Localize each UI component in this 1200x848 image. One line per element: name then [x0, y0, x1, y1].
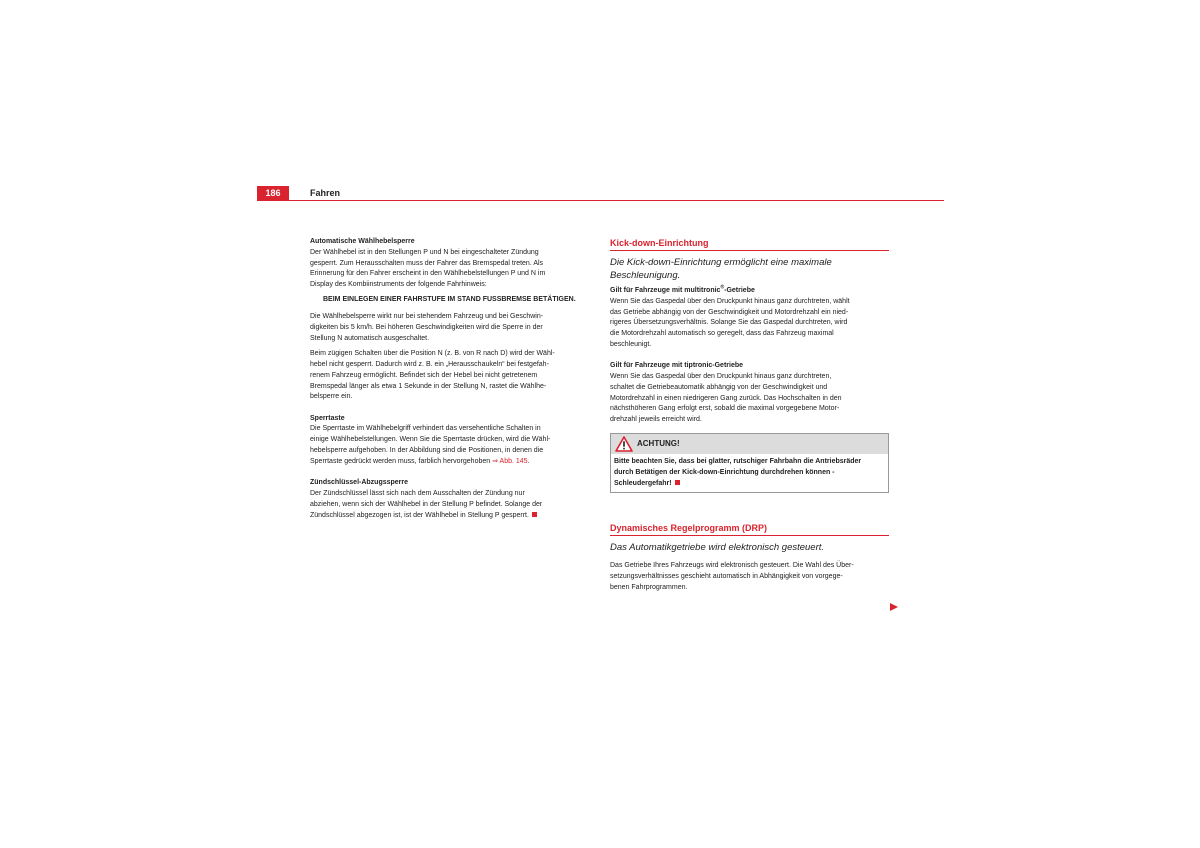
line: setzungsverhältnisses geschieht automatisch in Abhängigkeit von vorgege-	[610, 573, 843, 581]
line: abziehen, wenn sich der Wählhebel in der Stellung P befindet. Solange der	[310, 500, 543, 508]
header-rule	[257, 200, 944, 201]
warning-title: ACHTUNG!	[637, 438, 680, 448]
line: Die Wählhebelsperre wirkt nur bei stehendem Fahrzeug und bei Geschwin-	[310, 313, 544, 321]
line: Die Kick-down-Einrichtung ermöglicht eine maximale	[610, 257, 832, 268]
key-lock-heading: Zündschlüssel-Abzugssperre	[310, 479, 409, 487]
line: Erinnerung für den Fahrer erscheint in den Wählhebelstellungen P und N im	[310, 270, 546, 278]
figure-reference-link[interactable]: ⇒ Abb. 145	[492, 457, 528, 465]
left-column	[310, 237, 588, 526]
lock-paragraph-1	[310, 248, 588, 291]
line: das Getriebe abhängig von der Geschwindigkeit und Motordrehzahl ein nied-	[610, 308, 849, 316]
lock-paragraph-2	[310, 312, 588, 344]
line: benen Fahrprogrammen.	[610, 584, 688, 592]
line: Beim zügigen Schalten über die Position N (z. B. von R nach D) wird der Wähl-	[310, 350, 555, 358]
warning-header	[611, 434, 888, 454]
line: belsperre ein.	[310, 393, 353, 401]
line: hebelsperre aufgehoben. In der Abbildung sind die Positionen, in denen die	[310, 447, 544, 455]
line: drehzahl jeweils erreicht wird.	[610, 416, 702, 424]
section-end-square-icon	[532, 512, 537, 517]
display-notice: BEIM EINLEGEN EINER FAHRSTUFE IM STAND FUSSBREMSE BETÄTIGEN.	[323, 296, 576, 304]
line: Bitte beachten Sie, dass bei glatter, rutschiger Fahrbahn die Antriebsräder	[614, 458, 862, 466]
line: rigeres Übersetzungsverhältnis. Solange Sie das Gaspedal durchtreten, wird	[610, 319, 848, 327]
line: Display des Kombiinstruments der folgende Fahrhinweis:	[310, 281, 487, 289]
key-lock-paragraph	[310, 489, 588, 521]
line: Wenn Sie das Gaspedal über den Druckpunkt hinaus ganz durchtreten, wählt	[610, 297, 850, 305]
line: Die Sperrtaste im Wählhebelgriff verhindert das versehentliche Schalten in	[310, 425, 541, 433]
line: Sperrtaste gedrückt werden muss, farblich hervorgehoben	[310, 457, 491, 465]
multitronic-heading	[610, 286, 889, 297]
drp-heading: Dynamisches Regelprogramm (DRP)	[610, 522, 889, 536]
warning-box	[610, 433, 889, 493]
warning-text	[611, 454, 888, 492]
line-end: .	[527, 457, 530, 465]
line: durch Betätigen der Kick-down-Einrichtung durchdrehen können -	[614, 468, 835, 476]
line: schaltet die Getriebeautomatik abhängig von der Geschwindigkeit und	[610, 383, 828, 391]
lock-paragraph-3	[310, 349, 588, 403]
registered-mark: ®	[720, 284, 725, 291]
line: gesperrt. Zum Herausschalten muss der Fahrer das Bremspedal treten. Als	[310, 259, 544, 267]
sperrtaste-paragraph	[310, 424, 588, 467]
line: einige Wählhebelstellungen. Wenn Sie die Sperrtaste drücken, wird die Wähl-	[310, 436, 551, 444]
line: digkeiten bis 5 km/h. Bei höheren Geschwindigkeiten wird die Sperre in der	[310, 324, 543, 332]
line: beschleunigt.	[610, 340, 652, 348]
warning-triangle-icon	[615, 436, 633, 452]
line: Motordrehzahl in einen niedrigeren Gang zurück. Das Hochschalten in den	[610, 394, 842, 402]
section-end-square-icon	[675, 480, 680, 485]
drp-paragraph	[610, 561, 889, 593]
drp-lead: Das Automatikgetriebe wird elektronisch gesteuert.	[610, 542, 825, 554]
kick-down-heading: Kick-down-Einrichtung	[610, 237, 889, 251]
right-column	[610, 237, 889, 598]
line: nächsthöheren Gang erfolgt erst, sobald die maximal vorgegebene Motor-	[610, 405, 840, 413]
line: renem Fahrzeug ermöglicht. Befindet sich der Hebel bei nicht getretenem	[310, 371, 538, 379]
sperrtaste-heading: Sperrtaste	[310, 414, 345, 422]
line: Das Getriebe Ihres Fahrzeugs wird elektronisch gesteuert. Die Wahl des Über-	[610, 562, 854, 570]
continue-arrow-icon	[890, 603, 898, 611]
text: Gilt für Fahrzeuge mit multitronic	[610, 287, 721, 294]
line: Stellung N automatisch ausgeschaltet.	[310, 334, 430, 342]
line: Der Zündschlüssel lässt sich nach dem Ausschalten der Zündung nur	[310, 489, 525, 497]
text: -Getriebe	[724, 287, 755, 294]
lock-heading: Automatische Wählhebelsperre	[310, 238, 415, 245]
page-number: 186	[257, 186, 289, 200]
line: Bremspedal länger als etwa 1 Sekunde in der Stellung N, rastet die Wählhe-	[310, 382, 547, 390]
line: Beschleunigung.	[610, 270, 681, 281]
line: Zündschlüssel abgezogen ist, ist der Wählhebel in Stellung P gesperrt.	[310, 511, 529, 519]
kick-down-lead	[610, 256, 889, 282]
tiptronic-heading: Gilt für Fahrzeuge mit tiptronic-Getriebe	[610, 362, 744, 370]
line: Der Wählhebel ist in den Stellungen P und N bei eingeschalteter Zündung	[310, 248, 539, 256]
line: die Motordrehzahl automatisch so geregelt, dass das Fahrzeug maximal	[610, 330, 834, 338]
line: hebel nicht gesperrt. Dadurch wird z. B. ein „Herausschaukeln“ bei festgefah-	[310, 360, 549, 368]
tiptronic-paragraph	[610, 372, 889, 426]
multitronic-paragraph	[610, 297, 889, 351]
line: Schleudergefahr!	[614, 479, 672, 487]
chapter-title: Fahren	[310, 188, 341, 198]
line: Wenn Sie das Gaspedal über den Druckpunkt hinaus ganz durchtreten,	[610, 373, 832, 381]
